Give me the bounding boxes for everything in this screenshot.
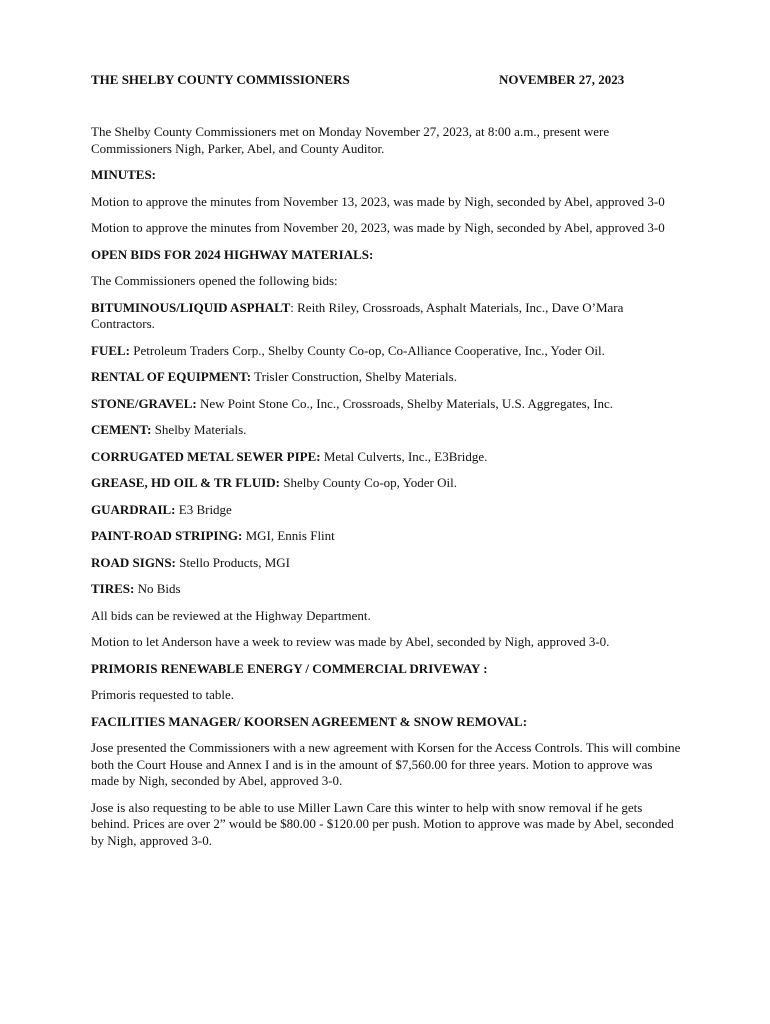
document-header: [91, 72, 691, 90]
bid-text: Stello Products, MGI: [179, 554, 290, 570]
bid-text: Petroleum Traders Corp., Shelby County Co-op, Co-Alliance Cooperative, Inc., Yoder Oil.: [133, 342, 605, 358]
bid-text: Shelby County Co-op, Yoder Oil.: [283, 475, 457, 490]
facilities-paragraph-2: Jose is also requesting to be able to use Miller Lawn Care this winter to help with snow removal if he gets behind. Prices are over 2” would be $80.00 - $120.00 per push. Motion to approve was made by Abel, seconded by Nigh, approved 3-0.: [91, 799, 674, 848]
bid-text: Reith Riley, Crossroads, Asphalt Materials, Inc., Dave O’Mara Contractors.: [91, 299, 624, 331]
bids-review-note: All bids can be reviewed at the Highway Department.: [91, 607, 371, 623]
bid-label: GUARDRAIL:: [91, 501, 176, 517]
bid-item-signs: [91, 555, 683, 572]
bid-label: CEMENT:: [91, 422, 152, 437]
bids-motion: Motion to let Anderson have a week to review was made by Abel, seconded by Nigh, approved 3-0.: [91, 634, 610, 649]
bid-label: RENTAL OF EQUIPMENT:: [91, 369, 252, 384]
bid-text: Shelby Materials.: [154, 422, 247, 437]
bid-item-fuel: [91, 343, 683, 360]
bid-item-rental: [91, 369, 683, 386]
bid-item-grease: [91, 475, 683, 492]
facilities-heading: FACILITIES MANAGER/ KOORSEN AGREEMENT & SNOW REMOVAL:: [91, 713, 528, 729]
bid-item-asphalt: BITUMINOUS/LIQUID ASPHALT: Reith Riley, Crossroads, Asphalt Materials, Inc., Dave O’Mara Contractors.: [91, 299, 624, 331]
bid-item-stone: [91, 396, 683, 413]
minutes-motion-2: Motion to approve the minutes from November 20, 2023, was made by Nigh, seconded by Abel, approved 3-0: [91, 220, 665, 235]
bid-label: FUEL:: [91, 342, 130, 358]
primoris-heading: PRIMORIS RENEWABLE ENERGY / COMMERCIAL DRIVEWAY :: [91, 660, 488, 676]
bid-label: ROAD SIGNS:: [91, 554, 176, 570]
meeting-date: NOVEMBER 27, 2023: [499, 72, 625, 87]
document-body: [91, 124, 683, 859]
bid-text: E3 Bridge: [178, 501, 232, 517]
bid-label: STONE/GRAVEL:: [91, 395, 197, 411]
bid-item-striping: [91, 528, 683, 545]
bid-item-tires: [91, 581, 683, 598]
bid-item-guardrail: [91, 502, 683, 519]
bid-label: PAINT-ROAD STRIPING:: [91, 528, 243, 543]
bid-label: TIRES:: [91, 581, 135, 596]
bid-label: CORRUGATED METAL SEWER PIPE:: [91, 448, 321, 464]
bid-item-cement: [91, 422, 683, 439]
bid-text: Metal Culverts, Inc., E3Bridge.: [323, 448, 488, 464]
org-title: THE SHELBY COUNTY COMMISSIONERS: [91, 72, 350, 87]
facilities-paragraph-1: Jose presented the Commissioners with a new agreement with Korsen for the Access Controls. This will combine both the Court House and Annex I and is in the amount of $7,560.00 for three years. Motion to approve was made by Nigh, seconded by Abel, approved 3-0.: [91, 740, 681, 788]
minutes-heading: MINUTES:: [91, 167, 157, 182]
bid-text: MGI, Ennis Flint: [245, 528, 335, 543]
intro-paragraph: The Shelby County Commissioners met on Monday November 27, 2023, at 8:00 a.m., present were Commissioners Nigh, Parker, Abel, and County Auditor.: [91, 124, 610, 156]
bid-text: No Bids: [137, 581, 181, 596]
bid-text: New Point Stone Co., Inc., Crossroads, Shelby Materials, U.S. Aggregates, Inc.: [199, 395, 614, 411]
primoris-text: Primoris requested to table.: [91, 687, 234, 702]
bid-label: GREASE, HD OIL & TR FLUID:: [91, 475, 281, 490]
bids-intro: The Commissioners opened the following bids:: [91, 273, 338, 288]
bid-label: BITUMINOUS/LIQUID ASPHALT: [91, 299, 291, 315]
bid-text: Trisler Construction, Shelby Materials.: [254, 369, 457, 384]
bid-item-pipe: [91, 449, 683, 466]
bids-heading: OPEN BIDS FOR 2024 HIGHWAY MATERIALS:: [91, 246, 374, 262]
minutes-motion-1: Motion to approve the minutes from November 13, 2023, was made by Nigh, seconded by Abel, approved 3-0: [91, 193, 665, 209]
